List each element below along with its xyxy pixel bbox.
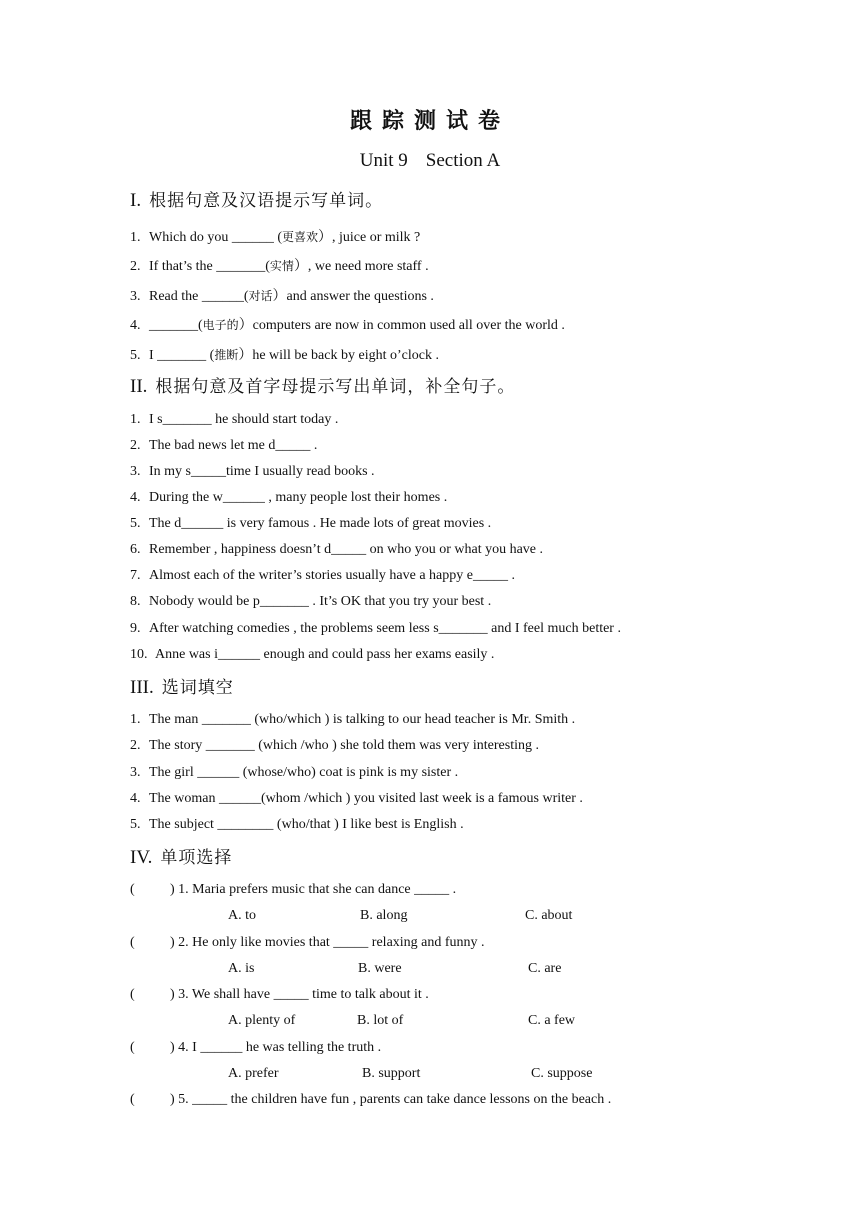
question-text: Which do you ______ (	[149, 230, 282, 245]
question-number: 3.	[130, 765, 141, 780]
section-heading-1: I. 根据句意及汉语提示写单词。	[130, 190, 384, 211]
question-text: The story _______ (which /who ) she told them was very interesting .	[149, 738, 539, 753]
choice-question	[130, 987, 429, 1003]
question-text: ）he will be back by eight o’clock .	[238, 348, 439, 363]
question-text: ) 4. I ______ he was telling the truth .	[170, 1040, 382, 1055]
chinese-hint: 实情	[269, 259, 294, 273]
question-text: Read the ______(	[149, 289, 249, 304]
question-text: Almost each of the writer’s stories usually have a happy e_____ .	[149, 568, 515, 583]
option-b: B. lot of	[357, 1013, 404, 1028]
answer-bracket: (	[130, 987, 135, 1002]
question-text: ) 2. He only like movies that _____ relaxing and funny .	[170, 935, 485, 950]
question-line	[130, 568, 515, 584]
option-c: C. are	[528, 961, 562, 976]
question-text: In my s_____time I usually read books .	[149, 464, 375, 479]
question-line	[130, 817, 464, 833]
option-b: B. were	[358, 961, 402, 976]
option-b: B. support	[362, 1066, 421, 1081]
section-heading-3: III. 选词填空	[130, 677, 234, 698]
section-heading-2: II. 根据句意及首字母提示写出单词，补全句子。	[130, 376, 516, 397]
page-title: 跟踪测试卷	[349, 109, 510, 134]
question-line	[130, 412, 338, 428]
question-line	[130, 738, 539, 754]
question-text: ) 3. We shall have _____ time to talk about it .	[170, 987, 429, 1002]
question-text: The bad news let me d_____ .	[149, 438, 318, 453]
question-text: I s_______ he should start today .	[149, 412, 339, 427]
question-line	[130, 285, 434, 305]
question-number: 6.	[130, 542, 141, 557]
question-number: 8.	[130, 594, 141, 609]
option-a: A. is	[228, 961, 255, 976]
question-number: 1.	[130, 230, 141, 245]
question-text: Remember , happiness doesn’t d_____ on who you or what you have .	[149, 542, 544, 557]
choice-question	[130, 1092, 611, 1108]
unit-label: Unit 9	[359, 150, 408, 171]
choice-question	[130, 1040, 381, 1056]
question-number: 2.	[130, 259, 141, 274]
page-subtitle	[0, 150, 860, 172]
question-text: ) 1. Maria prefers music that she can dance _____ .	[170, 882, 457, 897]
question-number: 5.	[130, 348, 141, 363]
question-text: ) 5. _____ the children have fun , parents can take dance lessons on the beach .	[170, 1092, 612, 1107]
question-line	[130, 314, 565, 334]
question-text: Anne was i______ enough and could pass her exams easily .	[155, 647, 495, 662]
question-number: 9.	[130, 621, 141, 636]
answer-bracket: (	[130, 1040, 135, 1055]
answer-bracket: (	[130, 1092, 135, 1107]
chinese-hint: 推断	[214, 348, 239, 362]
question-text: After watching comedies , the problems seem less s_______ and I feel much better .	[149, 621, 621, 636]
question-number: 2.	[130, 738, 141, 753]
question-text: The man _______ (who/which ) is talking to our head teacher is Mr. Smith .	[149, 712, 576, 727]
question-line	[130, 712, 575, 728]
question-text: I _______ (	[149, 348, 215, 363]
question-number: 5.	[130, 516, 141, 531]
question-text: The d______ is very famous . He made lots of great movies .	[149, 516, 492, 531]
answer-bracket: (	[130, 882, 135, 897]
question-line	[130, 791, 583, 807]
question-line	[130, 765, 458, 781]
question-line	[130, 490, 447, 506]
option-a: A. prefer	[228, 1066, 279, 1081]
choice-question	[130, 882, 456, 898]
question-text: The girl ______ (whose/who) coat is pink is my sister .	[149, 765, 459, 780]
question-text: ）, we need more staff .	[293, 259, 429, 274]
question-number: 2.	[130, 438, 141, 453]
section-heading-4: IV. 单项选择	[130, 847, 233, 868]
question-line	[130, 594, 491, 610]
question-line	[130, 621, 621, 637]
option-b: B. along	[360, 908, 408, 923]
option-c: C. a few	[528, 1013, 576, 1028]
option-a: A. to	[228, 908, 256, 923]
question-line	[130, 226, 420, 246]
question-number: 4.	[130, 490, 141, 505]
chinese-hint: 更喜欢	[281, 230, 318, 244]
question-line	[130, 344, 439, 364]
choice-question	[130, 935, 485, 951]
question-number: 3.	[130, 289, 141, 304]
question-line	[130, 647, 494, 663]
question-line	[130, 516, 491, 532]
question-text: ）and answer the questions .	[272, 289, 434, 304]
question-number: 4.	[130, 318, 141, 333]
option-c: C. about	[525, 908, 573, 923]
question-line	[130, 255, 429, 275]
question-line	[130, 464, 375, 480]
question-number: 1.	[130, 412, 141, 427]
question-line	[130, 438, 317, 454]
question-number: 4.	[130, 791, 141, 806]
section-label: Section A	[425, 150, 501, 171]
question-text: ）, juice or milk ?	[318, 230, 421, 245]
chinese-hint: 对话	[248, 289, 273, 303]
question-line	[130, 542, 543, 558]
question-number: 3.	[130, 464, 141, 479]
question-text: ）computers are now in common used all over the world .	[238, 318, 565, 333]
answer-bracket: (	[130, 935, 135, 950]
question-number: 10.	[130, 647, 148, 662]
question-text: The woman ______(whom /which ) you visited last week is a famous writer .	[149, 791, 583, 806]
question-text: During the w______ , many people lost their homes .	[149, 490, 448, 505]
option-c: C. suppose	[531, 1066, 593, 1081]
question-text: _______(	[149, 318, 203, 333]
question-text: The subject ________ (who/that ) I like best is English .	[149, 817, 464, 832]
question-text: Nobody would be p_______ . It’s OK that you try your best .	[149, 594, 492, 609]
question-number: 1.	[130, 712, 141, 727]
option-a: A. plenty of	[228, 1013, 296, 1028]
question-text: If that’s the _______(	[149, 259, 270, 274]
question-number: 5.	[130, 817, 141, 832]
question-number: 7.	[130, 568, 141, 583]
chinese-hint: 电子的	[202, 318, 239, 332]
